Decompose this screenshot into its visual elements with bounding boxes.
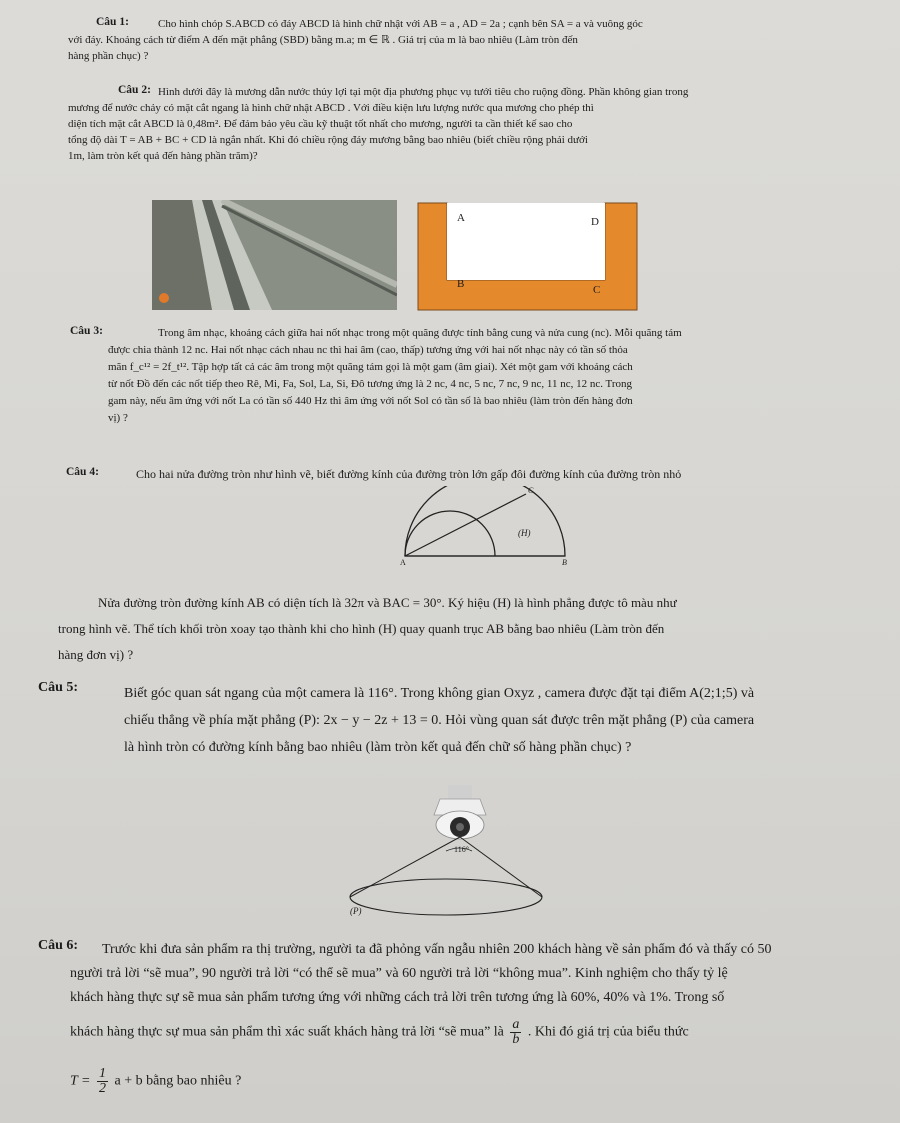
q6-line-4-end: . Khi đó giá trị của biểu thức <box>527 1024 689 1040</box>
q3-line-4: từ nốt Đồ đến các nốt tiếp theo Rê, Mi, Fa, Sol, La, Si, Đô tương ứng là 2 nc, 4 nc, 5 nc, 7 nc, 9 nc, 11 nc, 12 nc. Trong <box>108 378 633 390</box>
plane-P-label: (P) <box>350 906 362 916</box>
semicircles-diagram <box>400 486 575 571</box>
q4-line-3: trong hình vẽ. Thể tích khối tròn xoay tạo thành khi cho hình (H) quay quanh trục AB bằng bao nhiêu (Làm tròn đến <box>58 621 665 636</box>
q3-line-1: Trong âm nhạc, khoảng cách giữa hai nốt nhạc trong một quãng được tính bằng cung và nửa cung (nc). Mỗi quãng tám <box>158 327 682 339</box>
q5-line-2: chiếu thẳng về phía mặt phẳng (P): 2x − y − 2z + 13 = 0. Hỏi vùng quan sát được trên mặt phẳng (P) của camera <box>124 713 755 728</box>
question-5-label: Câu 5: <box>38 680 79 695</box>
q6-line-4 <box>70 1018 878 1047</box>
question-4-text <box>58 590 878 668</box>
q6-line-4-start: khách hàng thực sự mua sản phẩm thì xác suất khách hàng trả lời “sẽ mua” là <box>70 1024 504 1040</box>
fraction-a-over-b <box>510 1018 521 1047</box>
q5-line-1: Biết góc quan sát ngang của một camera là 116°. Trong không gian Oxyz , camera được đặt tại điểm A(2;1;5) và <box>124 686 755 701</box>
q1-line-3: hàng phần chục) ? <box>68 50 149 62</box>
point-C-label: C <box>593 284 601 296</box>
point-C-label: C <box>528 486 534 495</box>
q3-line-6: vị) ? <box>108 412 128 424</box>
q2-line-1: Hình dưới đây là mương dẫn nước thủy lợi tại một địa phương phục vụ tưới tiêu cho ruộng đồng. Phần không gian trong <box>158 86 689 98</box>
question-3-text <box>108 325 878 427</box>
canal-cross-section-diagram <box>415 200 645 315</box>
viewing-angle-label: 116° <box>454 845 469 854</box>
question-5-text <box>124 680 878 761</box>
question-6-text <box>70 938 878 1096</box>
q4-line-2: Nửa đường tròn đường kính AB có diện tích là 32π và BAC = 30°. Ký hiệu (H) là hình phẳng được tô màu như <box>98 595 677 610</box>
question-2-label: Câu 2: <box>118 84 151 96</box>
q3-line-3: mãn f_c¹² = 2f_t¹². Tập hợp tất cả các âm trong một quãng tám gọi là một gam (âm giai). Xét một gam với khoảng cách <box>108 361 633 373</box>
q6-line-5-end: a + b bằng bao nhiêu ? <box>114 1073 242 1089</box>
region-H-label: (H) <box>518 528 531 538</box>
camera-diagram <box>320 785 550 920</box>
expression-T: T = <box>70 1073 91 1089</box>
fraction-denominator: 2 <box>98 1081 106 1096</box>
q2-line-5: 1m, làm tròn kết quả đến hàng phần trăm)? <box>68 150 258 162</box>
q6-line-1: Trước khi đưa sản phẩm ra thị trường, người ta đã phỏng vấn ngẫu nhiên 200 khách hàng về sản phẩm đó và thấy có 50 <box>102 942 772 957</box>
q3-line-5: gam này, nếu âm ứng với nốt La có tần số 440 Hz thì âm ứng với nốt Sol có tần số là bao nhiêu (làm tròn đến hàng đơn <box>108 395 633 407</box>
question-3-label: Câu 3: <box>70 325 103 337</box>
q6-line-3: khách hàng thực sự sẽ mua sản phẩm tương ứng với những cách trả lời trên tương ứng là 60%, 40% và 1%. Trong số <box>70 990 725 1005</box>
q6-line-2: người trả lời “sẽ mua”, 90 người trả lời “có thể sẽ mua” và 60 người trả lời “không mua”. Kinh nghiệm cho thấy tỷ lệ <box>70 966 728 981</box>
q2-line-2: mương để nước chảy có mặt cắt ngang là hình chữ nhật ABCD . Với điều kiện lưu lượng nước qua mương cho phép thì <box>68 102 594 114</box>
fraction-denominator: b <box>512 1032 520 1047</box>
point-A-label: A <box>457 212 465 224</box>
q3-line-2: được chia thành 12 nc. Hai nốt nhạc cách nhau nc thì hai âm (cao, thấp) tương ứng với hai nốt nhạc này có tần số thỏa <box>108 344 628 356</box>
point-D-label: D <box>591 216 599 228</box>
q6-line-5 <box>70 1067 878 1096</box>
q4-line-1: Cho hai nửa đường tròn như hình vẽ, biết đường kính của đường tròn lớn gấp đôi đường kính của đường tròn nhỏ <box>136 467 682 481</box>
point-A-label: A <box>400 558 406 567</box>
point-B-label: B <box>457 278 465 290</box>
fraction-one-half <box>97 1067 108 1096</box>
q2-line-3: diện tích mặt cắt ABCD là 0,48m². Để đảm bảo yêu cầu kỹ thuật tốt nhất cho mương, người ta cần thiết kế sao cho <box>68 118 573 130</box>
q5-line-3: là hình tròn có đường kính bằng bao nhiêu (làm tròn kết quả đến chữ số hàng phần chục) ? <box>124 740 632 755</box>
irrigation-canal-photo <box>152 200 397 310</box>
point-B-label: B <box>562 558 567 567</box>
fraction-numerator: a <box>512 1017 520 1032</box>
q1-line-2: với đáy. Khoảng cách từ điểm A đến mặt phẳng (SBD) bằng m.a; m ∈ ℝ . Giá trị của m là bao nhiêu (Làm tròn đến <box>68 34 578 46</box>
question-4-label: Câu 4: <box>66 466 99 478</box>
q1-line-1: Cho hình chóp S.ABCD có đáy ABCD là hình chữ nhật với AB = a , AD = 2a ; cạnh bên SA = a và vuông góc <box>158 18 643 30</box>
fraction-numerator: 1 <box>98 1066 106 1081</box>
q4-line-4: hàng đơn vị) ? <box>58 647 134 662</box>
question-1-label: Câu 1: <box>96 16 129 28</box>
question-6-label: Câu 6: <box>38 938 79 953</box>
q2-line-4: tổng độ dài T = AB + BC + CD là ngắn nhất. Khi đó chiều rộng đáy mương bằng bao nhiêu (biết chiều rộng phải dưới <box>68 134 588 146</box>
